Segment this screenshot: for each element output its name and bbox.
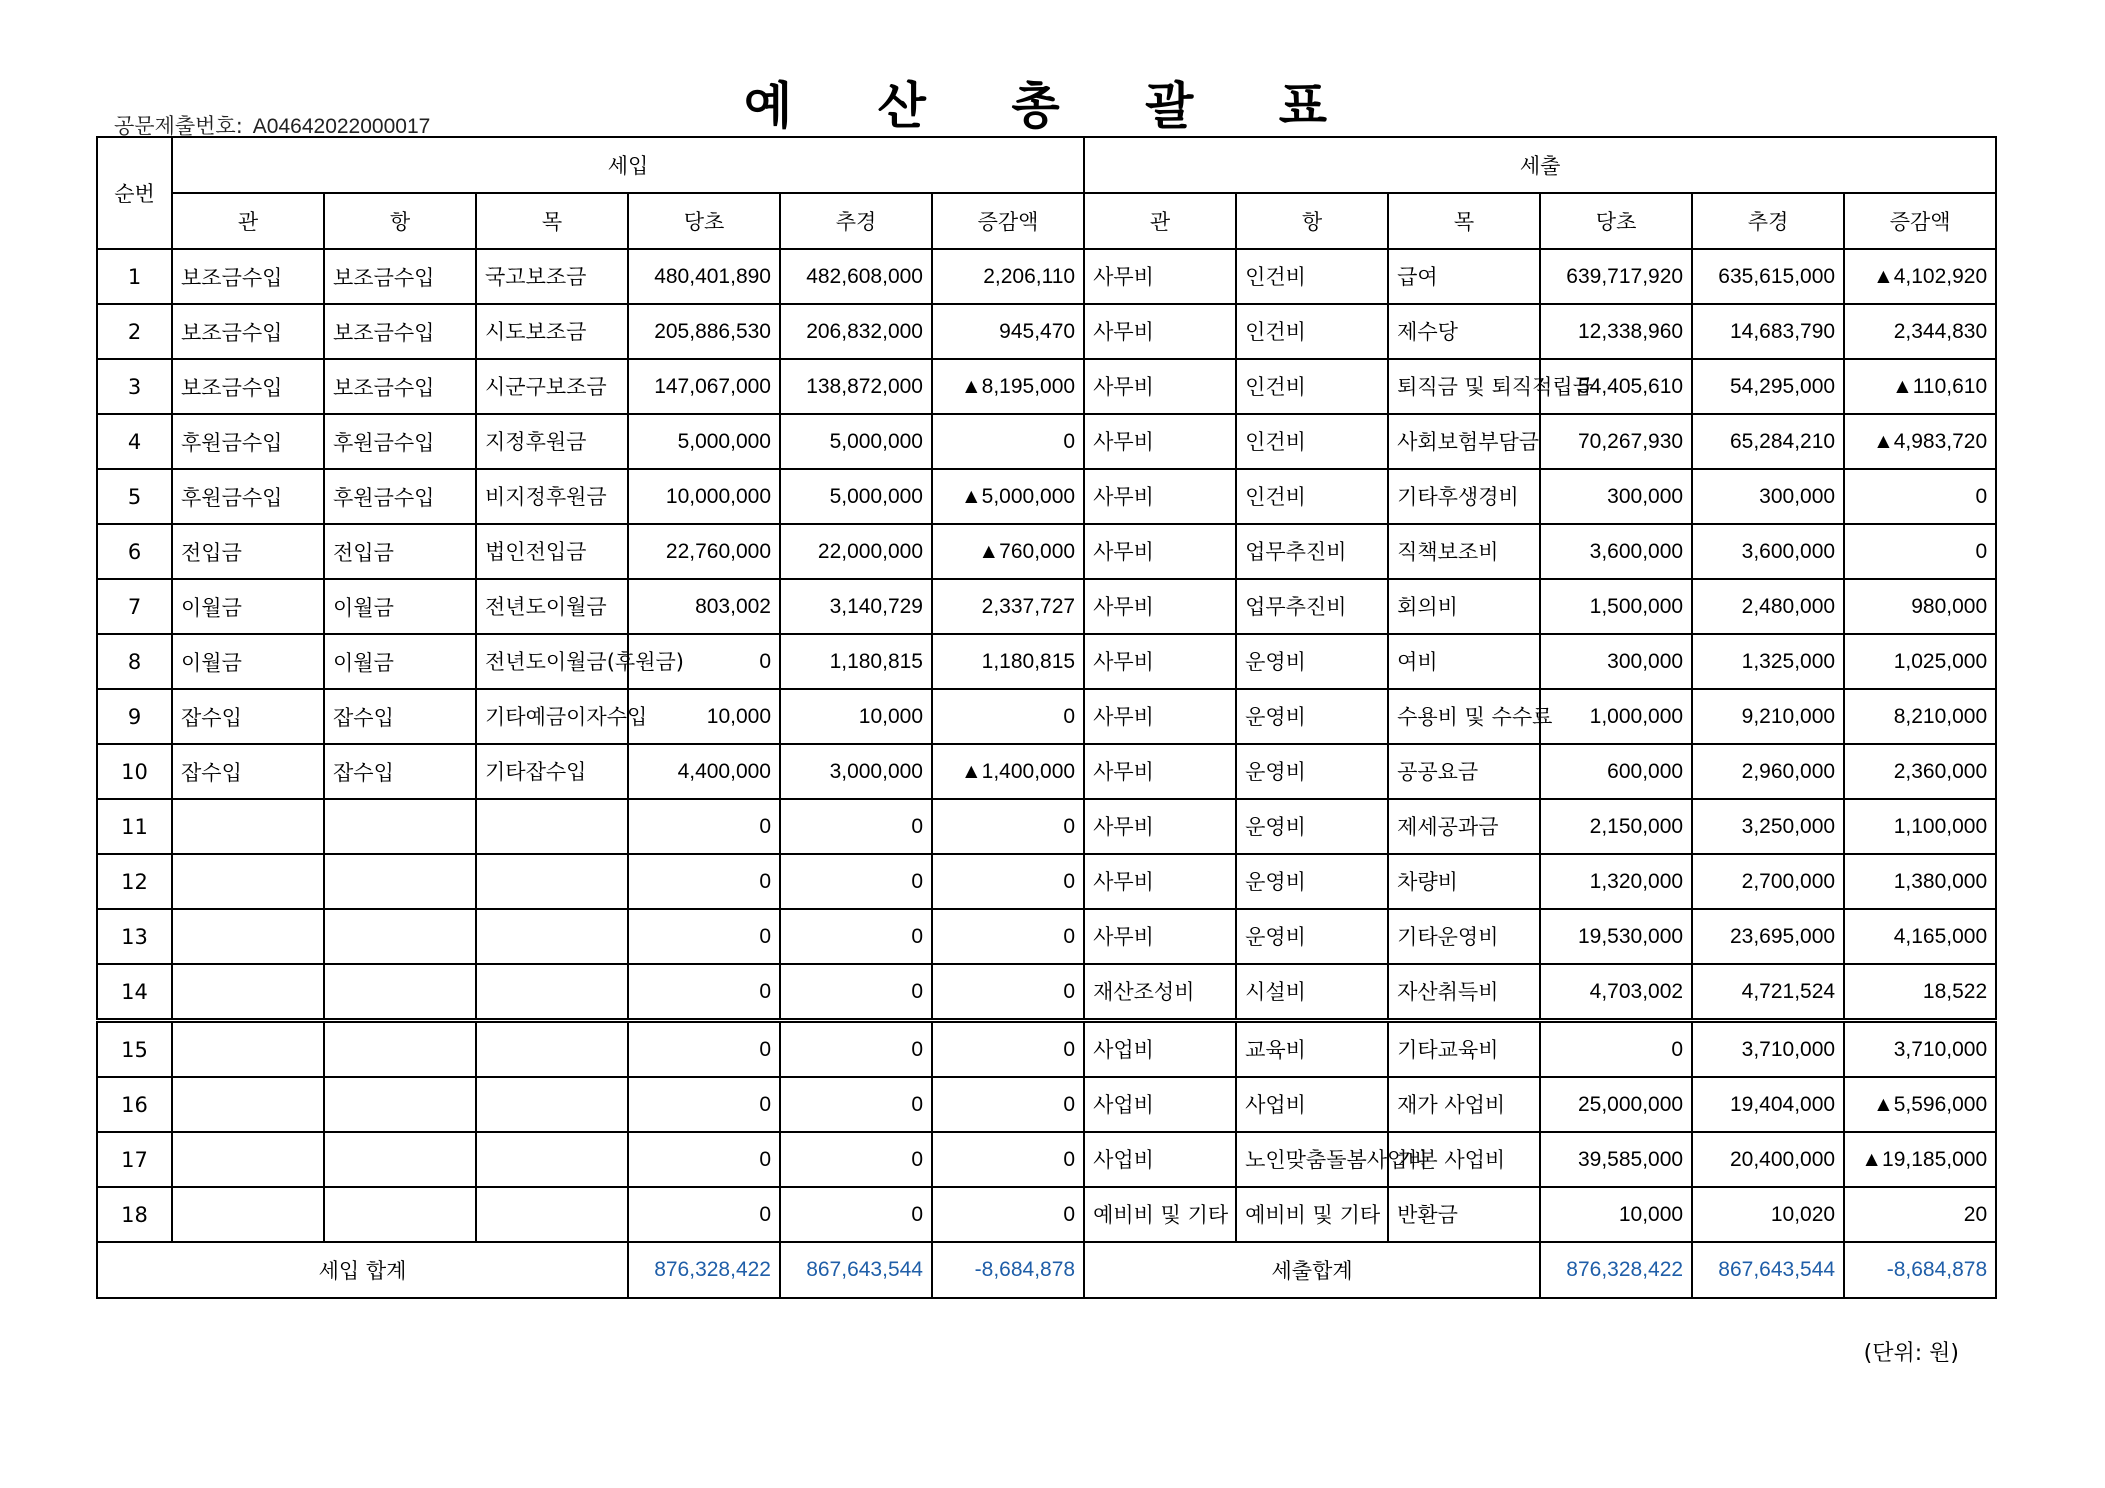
revenue-mok: [476, 854, 628, 909]
budget-rows: [97, 249, 1996, 1242]
expense-original: 1,320,000: [1540, 854, 1692, 909]
row-index: 14: [97, 964, 172, 1021]
expense-amended: 4,721,524: [1692, 964, 1844, 1021]
revenue-hang: 이월금: [324, 579, 476, 634]
revenue-mok: 법인전입금: [476, 524, 628, 579]
revenue-diff: 0: [932, 1187, 1084, 1242]
expense-original: 25,000,000: [1540, 1077, 1692, 1132]
table-row: [97, 414, 1996, 469]
revenue-amended: 0: [780, 854, 932, 909]
expense-mok: 급여: [1388, 249, 1540, 304]
row-index: 7: [97, 579, 172, 634]
expense-diff: 1,100,000: [1844, 799, 1996, 854]
expense-mok: 회의비: [1388, 579, 1540, 634]
revenue-hang: 보조금수입: [324, 304, 476, 359]
row-index: 17: [97, 1132, 172, 1187]
row-index: 5: [97, 469, 172, 524]
expense-hang: 인건비: [1236, 414, 1388, 469]
revenue-gwan: 잡수입: [172, 744, 324, 799]
table-row: [97, 249, 1996, 304]
expense-gwan: 재산조성비: [1084, 964, 1236, 1021]
revenue-original: 205,886,530: [628, 304, 780, 359]
revenue-hang: 후원금수입: [324, 469, 476, 524]
expense-hang: 운영비: [1236, 909, 1388, 964]
expense-total-amended: 867,643,544: [1692, 1242, 1844, 1298]
expense-mok: 퇴직금 및 퇴직적립금: [1388, 359, 1540, 414]
table-row: [97, 1021, 1996, 1078]
revenue-gwan: [172, 909, 324, 964]
expense-hang: 교육비: [1236, 1021, 1388, 1078]
table-row: [97, 579, 1996, 634]
revenue-original: 803,002: [628, 579, 780, 634]
expense-amended: 1,325,000: [1692, 634, 1844, 689]
expense-gwan: 사무비: [1084, 359, 1236, 414]
expense-total-label: 세출합계: [1084, 1242, 1540, 1298]
header-revenue-mok: 목: [476, 193, 628, 249]
revenue-original: 0: [628, 1132, 780, 1187]
revenue-diff: 0: [932, 414, 1084, 469]
expense-mok: 기타교육비: [1388, 1021, 1540, 1078]
revenue-original: 0: [628, 799, 780, 854]
expense-gwan: 사무비: [1084, 469, 1236, 524]
expense-original: 1,500,000: [1540, 579, 1692, 634]
revenue-hang: 후원금수입: [324, 414, 476, 469]
revenue-diff: 0: [932, 799, 1084, 854]
table-row: [97, 304, 1996, 359]
expense-mok: 반환금: [1388, 1187, 1540, 1242]
expense-mok: 기본 사업비: [1388, 1132, 1540, 1187]
revenue-original: 10,000: [628, 689, 780, 744]
revenue-amended: 0: [780, 1132, 932, 1187]
revenue-original: 5,000,000: [628, 414, 780, 469]
expense-hang: 운영비: [1236, 854, 1388, 909]
expense-hang: 인건비: [1236, 249, 1388, 304]
expense-mok: 사회보험부담금: [1388, 414, 1540, 469]
budget-table: [96, 136, 1997, 1299]
expense-amended: 2,480,000: [1692, 579, 1844, 634]
expense-original: 1,000,000: [1540, 689, 1692, 744]
revenue-diff: 0: [932, 964, 1084, 1021]
table-row: [97, 854, 1996, 909]
table-row: [97, 469, 1996, 524]
revenue-original: 22,760,000: [628, 524, 780, 579]
revenue-amended: 3,140,729: [780, 579, 932, 634]
row-index: 13: [97, 909, 172, 964]
expense-diff: ▲19,185,000: [1844, 1132, 1996, 1187]
expense-original: 300,000: [1540, 634, 1692, 689]
expense-original: 10,000: [1540, 1187, 1692, 1242]
revenue-original: 0: [628, 634, 780, 689]
revenue-hang: 보조금수입: [324, 359, 476, 414]
expense-mok: 수용비 및 수수료: [1388, 689, 1540, 744]
expense-diff: 2,344,830: [1844, 304, 1996, 359]
row-index: 15: [97, 1021, 172, 1078]
revenue-diff: 1,180,815: [932, 634, 1084, 689]
revenue-mok: 기타예금이자수입: [476, 689, 628, 744]
revenue-amended: 22,000,000: [780, 524, 932, 579]
header-revenue-amended: 추경: [780, 193, 932, 249]
expense-hang: 예비비 및 기타: [1236, 1187, 1388, 1242]
row-index: 11: [97, 799, 172, 854]
revenue-total-amended: 867,643,544: [780, 1242, 932, 1298]
expense-diff: 1,025,000: [1844, 634, 1996, 689]
expense-amended: 65,284,210: [1692, 414, 1844, 469]
expense-amended: 14,683,790: [1692, 304, 1844, 359]
expense-original: 12,338,960: [1540, 304, 1692, 359]
header-expense-mok: 목: [1388, 193, 1540, 249]
expense-hang: 업무추진비: [1236, 579, 1388, 634]
revenue-gwan: 보조금수입: [172, 359, 324, 414]
revenue-diff: 0: [932, 854, 1084, 909]
revenue-gwan: 보조금수입: [172, 249, 324, 304]
expense-original: 4,703,002: [1540, 964, 1692, 1021]
revenue-mok: [476, 1132, 628, 1187]
revenue-amended: 0: [780, 1187, 932, 1242]
revenue-mok: 전년도이월금: [476, 579, 628, 634]
revenue-mok: 국고보조금: [476, 249, 628, 304]
expense-hang: 인건비: [1236, 304, 1388, 359]
header-revenue-hang: 항: [324, 193, 476, 249]
revenue-diff: 2,337,727: [932, 579, 1084, 634]
revenue-hang: 전입금: [324, 524, 476, 579]
revenue-mok: [476, 1077, 628, 1132]
expense-amended: 3,250,000: [1692, 799, 1844, 854]
expense-hang: 사업비: [1236, 1077, 1388, 1132]
revenue-original: 4,400,000: [628, 744, 780, 799]
doc-number-label: 공문제출번호:: [114, 114, 243, 138]
row-index: 12: [97, 854, 172, 909]
table-row: [97, 524, 1996, 579]
revenue-gwan: 보조금수입: [172, 304, 324, 359]
header-expense-diff: 증감액: [1844, 193, 1996, 249]
row-index: 3: [97, 359, 172, 414]
revenue-mok: 시군구보조금: [476, 359, 628, 414]
revenue-gwan: [172, 1132, 324, 1187]
expense-mok: 직책보조비: [1388, 524, 1540, 579]
expense-original: 639,717,920: [1540, 249, 1692, 304]
expense-mok: 기타운영비: [1388, 909, 1540, 964]
revenue-hang: 잡수입: [324, 689, 476, 744]
revenue-total-label: 세입 합계: [97, 1242, 628, 1298]
expense-diff: 4,165,000: [1844, 909, 1996, 964]
expense-gwan: 사업비: [1084, 1132, 1236, 1187]
revenue-hang: [324, 854, 476, 909]
expense-amended: 3,600,000: [1692, 524, 1844, 579]
revenue-gwan: 잡수입: [172, 689, 324, 744]
expense-diff: ▲4,983,720: [1844, 414, 1996, 469]
expense-gwan: 사무비: [1084, 579, 1236, 634]
expense-hang: 운영비: [1236, 634, 1388, 689]
revenue-hang: 잡수입: [324, 744, 476, 799]
table-row: [97, 744, 1996, 799]
revenue-mok: 시도보조금: [476, 304, 628, 359]
expense-total-original: 876,328,422: [1540, 1242, 1692, 1298]
expense-amended: 635,615,000: [1692, 249, 1844, 304]
revenue-amended: 0: [780, 1077, 932, 1132]
revenue-gwan: 이월금: [172, 634, 324, 689]
expense-gwan: 사무비: [1084, 304, 1236, 359]
expense-gwan: 사업비: [1084, 1021, 1236, 1078]
revenue-mok: [476, 909, 628, 964]
table-row: [97, 799, 1996, 854]
page-title: 예 산 총 괄 표: [743, 77, 1362, 135]
row-index: 18: [97, 1187, 172, 1242]
row-index: 6: [97, 524, 172, 579]
expense-gwan: 사무비: [1084, 414, 1236, 469]
revenue-total-original: 876,328,422: [628, 1242, 780, 1298]
expense-hang: 운영비: [1236, 689, 1388, 744]
expense-gwan: 사무비: [1084, 799, 1236, 854]
revenue-amended: 0: [780, 1021, 932, 1078]
revenue-amended: 206,832,000: [780, 304, 932, 359]
expense-original: 3,600,000: [1540, 524, 1692, 579]
expense-diff: 20: [1844, 1187, 1996, 1242]
expense-mok: 제수당: [1388, 304, 1540, 359]
row-index: 10: [97, 744, 172, 799]
revenue-hang: 이월금: [324, 634, 476, 689]
expense-diff: 980,000: [1844, 579, 1996, 634]
expense-gwan: 사무비: [1084, 909, 1236, 964]
revenue-gwan: 후원금수입: [172, 414, 324, 469]
revenue-original: 0: [628, 1077, 780, 1132]
header-expense-amended: 추경: [1692, 193, 1844, 249]
expense-mok: 재가 사업비: [1388, 1077, 1540, 1132]
expense-hang: 노인맞춤돌봄사업비: [1236, 1132, 1388, 1187]
revenue-mok: [476, 799, 628, 854]
header-expense: 세출: [1084, 137, 1996, 193]
revenue-diff: 0: [932, 1077, 1084, 1132]
header-revenue-original: 당초: [628, 193, 780, 249]
row-index: 8: [97, 634, 172, 689]
revenue-amended: 5,000,000: [780, 414, 932, 469]
expense-hang: 업무추진비: [1236, 524, 1388, 579]
revenue-gwan: [172, 1021, 324, 1078]
header-index: 순번: [97, 137, 172, 249]
revenue-total-diff: -8,684,878: [932, 1242, 1084, 1298]
expense-amended: 19,404,000: [1692, 1077, 1844, 1132]
revenue-original: 0: [628, 1187, 780, 1242]
revenue-diff: 945,470: [932, 304, 1084, 359]
revenue-hang: [324, 799, 476, 854]
expense-gwan: 사무비: [1084, 854, 1236, 909]
revenue-diff: 0: [932, 1021, 1084, 1078]
revenue-gwan: [172, 964, 324, 1021]
expense-diff: 18,522: [1844, 964, 1996, 1021]
revenue-original: 0: [628, 909, 780, 964]
revenue-mok: 기타잡수입: [476, 744, 628, 799]
revenue-original: 147,067,000: [628, 359, 780, 414]
revenue-original: 0: [628, 964, 780, 1021]
revenue-original: 0: [628, 1021, 780, 1078]
expense-gwan: 사무비: [1084, 249, 1236, 304]
revenue-original: 10,000,000: [628, 469, 780, 524]
revenue-gwan: 전입금: [172, 524, 324, 579]
expense-amended: 54,295,000: [1692, 359, 1844, 414]
expense-mok: 공공요금: [1388, 744, 1540, 799]
expense-diff: 1,380,000: [1844, 854, 1996, 909]
expense-mok: 여비: [1388, 634, 1540, 689]
revenue-amended: 482,608,000: [780, 249, 932, 304]
expense-amended: 3,710,000: [1692, 1021, 1844, 1078]
expense-amended: 2,700,000: [1692, 854, 1844, 909]
table-row: [97, 359, 1996, 414]
expense-original: 19,530,000: [1540, 909, 1692, 964]
expense-amended: 23,695,000: [1692, 909, 1844, 964]
revenue-amended: 0: [780, 909, 932, 964]
expense-diff: ▲4,102,920: [1844, 249, 1996, 304]
expense-original: 300,000: [1540, 469, 1692, 524]
expense-original: 0: [1540, 1021, 1692, 1078]
table-row: [97, 634, 1996, 689]
expense-diff: ▲5,596,000: [1844, 1077, 1996, 1132]
revenue-diff: 2,206,110: [932, 249, 1084, 304]
revenue-mok: [476, 1187, 628, 1242]
revenue-gwan: [172, 799, 324, 854]
revenue-mok: [476, 1021, 628, 1078]
revenue-diff: ▲760,000: [932, 524, 1084, 579]
table-row: [97, 1187, 1996, 1242]
table-row: [97, 1077, 1996, 1132]
header-expense-gwan: 관: [1084, 193, 1236, 249]
expense-hang: 인건비: [1236, 469, 1388, 524]
row-index: 16: [97, 1077, 172, 1132]
expense-hang: 운영비: [1236, 799, 1388, 854]
expense-original: 600,000: [1540, 744, 1692, 799]
unit-note: (단위: 원): [1863, 1341, 1959, 1366]
expense-hang: 시설비: [1236, 964, 1388, 1021]
revenue-diff: ▲1,400,000: [932, 744, 1084, 799]
revenue-hang: [324, 1021, 476, 1078]
expense-amended: 10,020: [1692, 1187, 1844, 1242]
expense-amended: 2,960,000: [1692, 744, 1844, 799]
revenue-amended: 5,000,000: [780, 469, 932, 524]
revenue-hang: [324, 1187, 476, 1242]
expense-amended: 9,210,000: [1692, 689, 1844, 744]
revenue-diff: ▲8,195,000: [932, 359, 1084, 414]
revenue-diff: 0: [932, 909, 1084, 964]
header-expense-hang: 항: [1236, 193, 1388, 249]
header-revenue: 세입: [172, 137, 1084, 193]
expense-mok: 자산취득비: [1388, 964, 1540, 1021]
revenue-amended: 0: [780, 799, 932, 854]
table-row: [97, 689, 1996, 744]
doc-number: A04642022000017: [252, 115, 431, 138]
expense-original: 2,150,000: [1540, 799, 1692, 854]
expense-original: 54,405,610: [1540, 359, 1692, 414]
revenue-diff: 0: [932, 1132, 1084, 1187]
revenue-diff: 0: [932, 689, 1084, 744]
row-index: 4: [97, 414, 172, 469]
revenue-amended: 3,000,000: [780, 744, 932, 799]
revenue-gwan: [172, 854, 324, 909]
expense-original: 70,267,930: [1540, 414, 1692, 469]
revenue-amended: 1,180,815: [780, 634, 932, 689]
expense-diff: 8,210,000: [1844, 689, 1996, 744]
expense-diff: 2,360,000: [1844, 744, 1996, 799]
expense-diff: 0: [1844, 469, 1996, 524]
expense-mok: 기타후생경비: [1388, 469, 1540, 524]
revenue-hang: [324, 909, 476, 964]
expense-hang: 운영비: [1236, 744, 1388, 799]
revenue-hang: [324, 1077, 476, 1132]
header-revenue-diff: 증감액: [932, 193, 1084, 249]
expense-original: 39,585,000: [1540, 1132, 1692, 1187]
expense-total-diff: -8,684,878: [1844, 1242, 1996, 1298]
header-revenue-gwan: 관: [172, 193, 324, 249]
expense-mok: 제세공과금: [1388, 799, 1540, 854]
expense-hang: 인건비: [1236, 359, 1388, 414]
revenue-mok: 비지정후원금: [476, 469, 628, 524]
revenue-amended: 10,000: [780, 689, 932, 744]
expense-gwan: 사무비: [1084, 689, 1236, 744]
revenue-mok: [476, 964, 628, 1021]
revenue-original: 0: [628, 854, 780, 909]
expense-gwan: 예비비 및 기타: [1084, 1187, 1236, 1242]
revenue-gwan: 이월금: [172, 579, 324, 634]
expense-gwan: 사무비: [1084, 524, 1236, 579]
expense-mok: 차량비: [1388, 854, 1540, 909]
table-row: [97, 1132, 1996, 1187]
expense-gwan: 사무비: [1084, 744, 1236, 799]
revenue-hang: [324, 1132, 476, 1187]
revenue-gwan: [172, 1187, 324, 1242]
expense-gwan: 사업비: [1084, 1077, 1236, 1132]
expense-diff: 3,710,000: [1844, 1021, 1996, 1078]
revenue-mok: 지정후원금: [476, 414, 628, 469]
expense-amended: 20,400,000: [1692, 1132, 1844, 1187]
header-expense-original: 당초: [1540, 193, 1692, 249]
revenue-diff: ▲5,000,000: [932, 469, 1084, 524]
row-index: 1: [97, 249, 172, 304]
row-index: 2: [97, 304, 172, 359]
expense-diff: 0: [1844, 524, 1996, 579]
revenue-hang: 보조금수입: [324, 249, 476, 304]
revenue-hang: [324, 964, 476, 1021]
table-row: [97, 909, 1996, 964]
revenue-original: 480,401,890: [628, 249, 780, 304]
expense-amended: 300,000: [1692, 469, 1844, 524]
revenue-gwan: 후원금수입: [172, 469, 324, 524]
revenue-mok: 전년도이월금(후원금): [476, 634, 628, 689]
revenue-amended: 138,872,000: [780, 359, 932, 414]
table-row: [97, 964, 1996, 1021]
totals-row: [97, 1242, 1996, 1298]
expense-diff: ▲110,610: [1844, 359, 1996, 414]
revenue-gwan: [172, 1077, 324, 1132]
revenue-amended: 0: [780, 964, 932, 1021]
expense-gwan: 사무비: [1084, 634, 1236, 689]
row-index: 9: [97, 689, 172, 744]
